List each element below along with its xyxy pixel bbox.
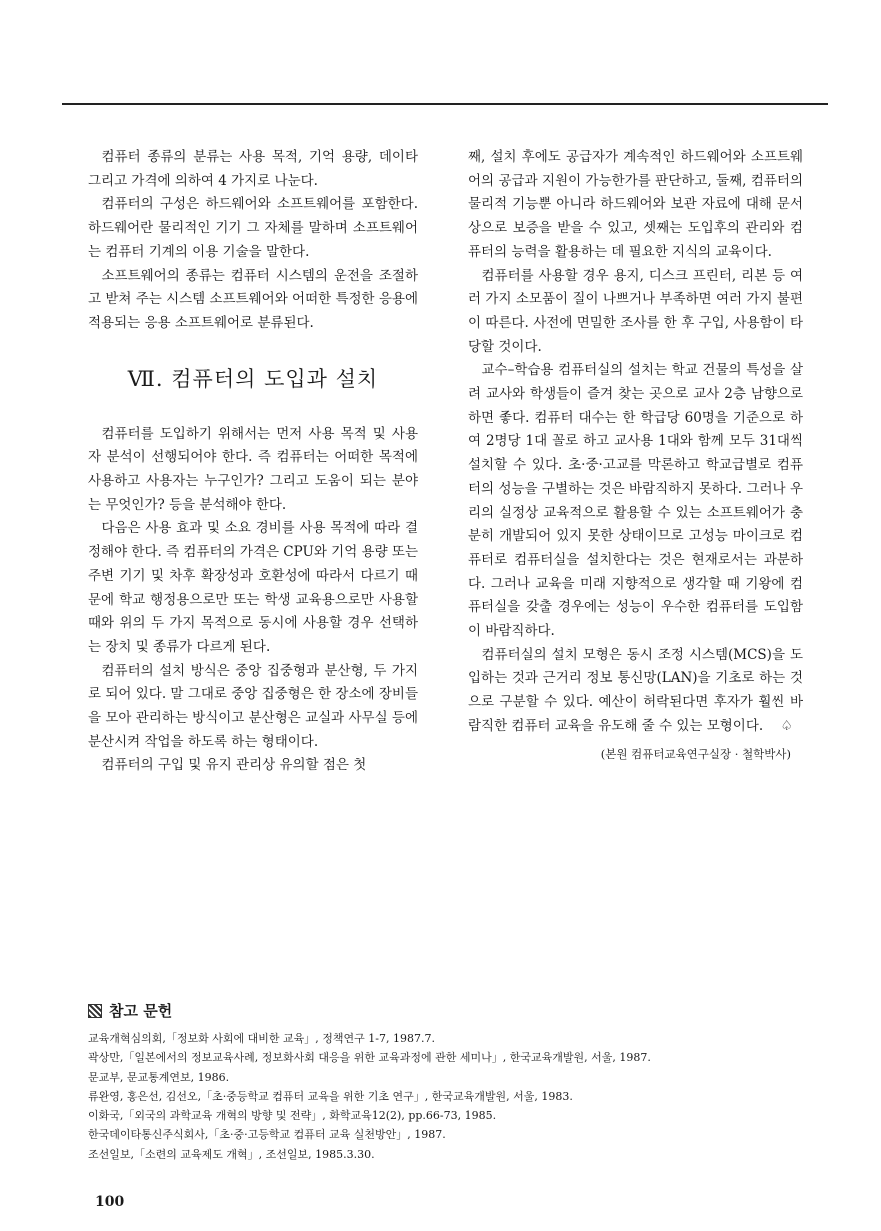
paragraph: 컴퓨터를 사용할 경우 용지, 디스크 프린터, 리본 등 여러 가지 소모품이 질이 나쁘거나 부족하면 여러 가지 불편이 따른다. 사전에 면밀한 조사를 한 후 구입, 사용함이 타당할 것이다. <box>468 267 803 355</box>
reference-item: 한국데이타통신주식회사,「초·중·고등학교 컴퓨터 교육 실천방안」, 1987. <box>88 1128 446 1142</box>
page-number: 100 <box>95 1194 125 1210</box>
references-heading <box>88 1000 828 1021</box>
right-column <box>468 146 803 766</box>
reference-item: 조선일보,「소련의 교육제도 개혁」, 조선일보, 1985.3.30. <box>88 1147 375 1161</box>
references-title: 참고 문헌 <box>109 1002 173 1020</box>
paragraph: 컴퓨터의 구성은 하드웨어와 소프트웨어를 포함한다. 하드웨어란 물리적인 기기 그 자체를 말하며 소프트웨어는 컴퓨터 기계의 이용 기술을 말한다. <box>88 196 418 260</box>
section-title: Ⅶ. 컴퓨터의 도입과 설치 <box>127 366 379 391</box>
reference-item: 문교부, 문교통계연보, 1986. <box>88 1070 230 1084</box>
header-rule <box>62 103 828 105</box>
paragraph: 째, 설치 후에도 공급자가 계속적인 하드웨어와 소프트웨어의 공급과 지원이 가능한가를 판단하고, 둘째, 컴퓨터의 물리적 기능뿐 아니라 하드웨어와 보관 자료에 대해 문서상으로 보증을 받을 수 있고, 셋째는 도입후의 관리와 컴퓨터의 능력을 활용하는 데 필요한 지식의 교육이다. <box>468 149 803 260</box>
reference-item: 류완영, 홍은선, 김선오,「초·중등학교 컴퓨터 교육을 위한 기초 연구」, 한국교육개발원, 서울, 1983. <box>88 1089 573 1103</box>
paragraph: 컴퓨터의 설치 방식은 중앙 집중형과 분산형, 두 가지로 되어 있다. 말 그대로 중앙 집중형은 한 장소에 장비들을 모아 관리하는 방식이고 분산형은 교실과 사무실 등에 분산시켜 작업을 하도록 하는 형태이다. <box>88 662 418 750</box>
paragraph <box>468 644 803 739</box>
paragraph-text: 컴퓨터실의 설치 모형은 동시 조정 시스템(MCS)을 도입하는 것과 근거리 정보 통신망(LAN)을 기초로 하는 것으로 구분할 수 있다. 예산이 허락된다면 후자가 훨씬 바람직한 컴퓨터 교육을 유도해 줄 수 있는 모형이다. <box>468 646 803 734</box>
author-affiliation: (본원 컴퓨터교육연구실장 · 철학박사) <box>600 746 791 761</box>
references-section <box>88 1000 828 1164</box>
paragraph: 교수–학습용 컴퓨터실의 설치는 학교 건물의 특성을 살려 교사와 학생들이 즐겨 찾는 곳으로 교사 2층 남향으로 하면 좋다. 컴퓨터 대수는 한 학급당 60명을 기준으로 하여 2명당 1대 꼴로 하고 교사용 1대와 함께 모두 31대씩 설치할 수 있다. 초·중·고교를 막론하고 학교급별로 컴퓨터의 성능을 구별하는 것은 바람직하지 못하다. 그러나 우리의 실정상 교육적으로 활용할 수 있는 소프트웨어가 충분히 개발되어 있지 못한 상태이므로 고성능 마이크로 컴퓨터로 컴퓨터실을 설치한다는 것은 현재로서는 과분하다. 그러나 교육을 미래 지향적으로 생각할 때 기왕에 컴퓨터실을 갖출 경우에는 성능이 우수한 컴퓨터를 도입함이 바람직하다. <box>468 362 803 640</box>
paragraph: 컴퓨터 종류의 분류는 사용 목적, 기억 용량, 데이타 그리고 가격에 의하여 4 가지로 나눈다. <box>88 149 418 189</box>
paragraph: 다음은 사용 효과 및 소요 경비를 사용 목적에 따라 결정해야 한다. 즉 컴퓨터의 가격은 CPU와 기억 용량 또는 주변 기기 및 차후 확장성과 호환성에 따라서 다르기 때문에 학교 행정용으로만 또는 학생 교육용으로만 사용할 때와 위의 두 가지 목적으로 동시에 사용할 경우 선택하는 장치 및 종류가 다르게 된다. <box>88 520 418 655</box>
end-mark-icon: ♤ <box>780 717 793 734</box>
left-column <box>88 146 418 778</box>
hatched-square-icon <box>88 1004 102 1018</box>
paragraph: 컴퓨터를 도입하기 위해서는 먼저 사용 목적 및 사용자 분석이 선행되어야 한다. 즉 컴퓨터는 어떠한 목적에 사용하고 사용자는 누구인가? 그리고 도움이 되는 분야는 무엇인가? 등을 분석해야 한다. <box>88 425 418 513</box>
reference-item: 이화국,「외국의 과학교육 개혁의 방향 및 전략」, 화학교육12(2), pp.66-73, 1985. <box>88 1109 497 1123</box>
paragraph: 소프트웨어의 종류는 컴퓨터 시스템의 운전을 조절하고 받쳐 주는 시스템 소프트웨어와 어떠한 특정한 응용에 적용되는 응용 소프트웨어로 분류된다. <box>88 267 418 331</box>
reference-item: 교육개혁심의회,「정보화 사회에 대비한 교육」, 정책연구 1-7, 1987.7. <box>88 1032 435 1045</box>
paragraph: 컴퓨터의 구입 및 유지 관리상 유의할 점은 첫 <box>101 757 367 774</box>
reference-item: 곽상만,「일본에서의 정보교육사례, 정보화사회 대응을 위한 교육과정에 관한 세미나」, 한국교육개발원, 서울, 1987. <box>88 1051 651 1065</box>
